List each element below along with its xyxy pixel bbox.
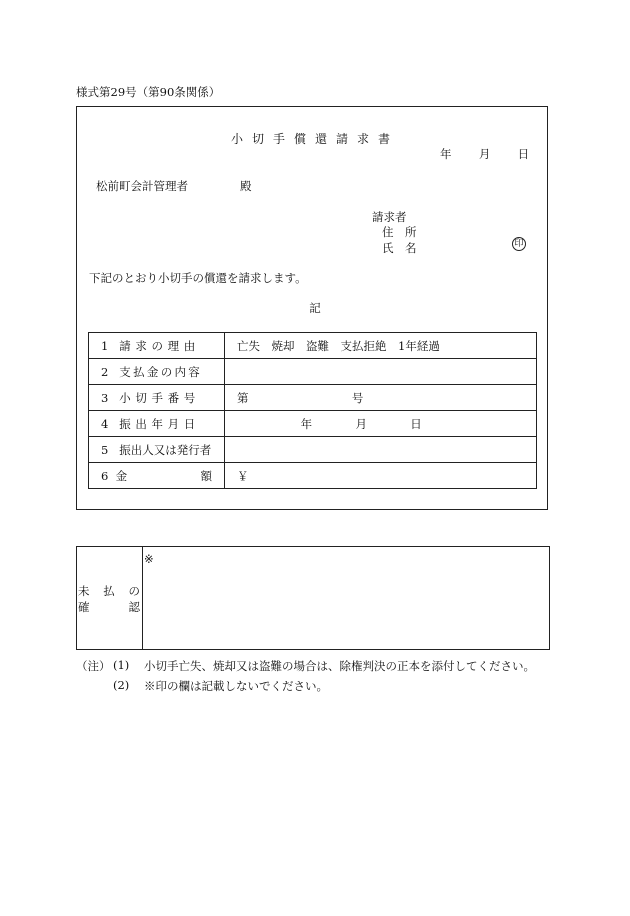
label-char: の <box>128 584 140 598</box>
request-sentence: 下記のとおり小切手の償還を請求します。 <box>89 271 307 285</box>
label-char: 認 <box>128 600 140 614</box>
issue-day-label: 日 <box>410 416 422 431</box>
row-number: 1 <box>101 338 109 353</box>
row-label-text: 額 <box>200 468 212 483</box>
label-char: 払 <box>103 584 115 598</box>
confirmation-divider <box>142 546 143 650</box>
row-label-text: 小切手番号 <box>119 390 200 405</box>
row-number: 6 <box>101 468 109 483</box>
date-day-label: 日 <box>517 147 530 161</box>
issuer-value[interactable] <box>225 437 537 463</box>
table-row <box>89 385 537 411</box>
issue-date-value[interactable] <box>225 411 537 437</box>
table-row <box>89 359 537 385</box>
notes-prefix: （注） <box>76 659 111 673</box>
unpaid-confirmation-label-line2 <box>78 599 140 615</box>
row-label <box>89 463 225 489</box>
label-char: 未 <box>78 584 90 598</box>
row-label <box>89 359 225 385</box>
row-label-text: 金 <box>115 468 128 483</box>
check-number-prefix: 第 <box>237 390 249 405</box>
note-number: (2) <box>113 678 130 692</box>
table-row <box>89 463 537 489</box>
office-use-mark: ※ <box>144 552 154 566</box>
row-label <box>89 437 225 463</box>
row-label-text: 支払金の内容 <box>119 364 203 379</box>
row-number: 2 <box>101 364 109 379</box>
row-label-text: 請求の理由 <box>119 338 200 353</box>
document-title: 小切手償還請求書 <box>230 132 399 146</box>
detail-table <box>88 332 537 489</box>
claimant-address-label: 住 所 <box>382 225 417 239</box>
date-month-label: 月 <box>478 147 491 161</box>
table-row <box>89 333 537 359</box>
row-label <box>89 385 225 411</box>
row-label-text: 振出年月日 <box>119 416 200 431</box>
check-number-value[interactable] <box>225 385 537 411</box>
unpaid-confirmation-label-line1 <box>78 583 140 599</box>
amount-value[interactable]: ￥ <box>225 463 537 489</box>
note-number: (1) <box>113 658 130 672</box>
addressee-honorific: 殿 <box>240 179 252 193</box>
ki-heading: 記 <box>309 301 321 315</box>
table-row <box>89 437 537 463</box>
table-row <box>89 411 537 437</box>
row-label <box>89 411 225 437</box>
form-number: 様式第29号（第90条関係） <box>76 85 221 99</box>
issue-year-label: 年 <box>300 416 313 431</box>
row-label <box>89 333 225 359</box>
date-line <box>440 146 529 162</box>
claimant-label: 請求者 <box>372 210 407 224</box>
date-year-label: 年 <box>440 147 452 161</box>
note-text: ※印の欄は記載しないでください。 <box>144 679 328 693</box>
payment-content-value[interactable] <box>225 359 537 385</box>
check-number-suffix: 号 <box>351 390 364 405</box>
issue-month-label: 月 <box>355 416 367 431</box>
row-label-text: 振出人又は発行者 <box>119 442 212 457</box>
row-number: 4 <box>101 416 109 431</box>
claimant-name-label: 氏 名 <box>382 241 417 255</box>
seal-mark: 印 <box>512 237 526 251</box>
addressee: 松前町会計管理者 <box>96 179 188 193</box>
note-text: 小切手亡失、焼却又は盗難の場合は、除権判決の正本を添付してください。 <box>144 659 535 673</box>
label-char: 確 <box>78 600 90 614</box>
reason-value: 亡失 焼却 盗難 支払拒絶 1年経過 <box>225 333 537 359</box>
row-number: 5 <box>101 442 109 457</box>
row-number: 3 <box>101 390 109 405</box>
